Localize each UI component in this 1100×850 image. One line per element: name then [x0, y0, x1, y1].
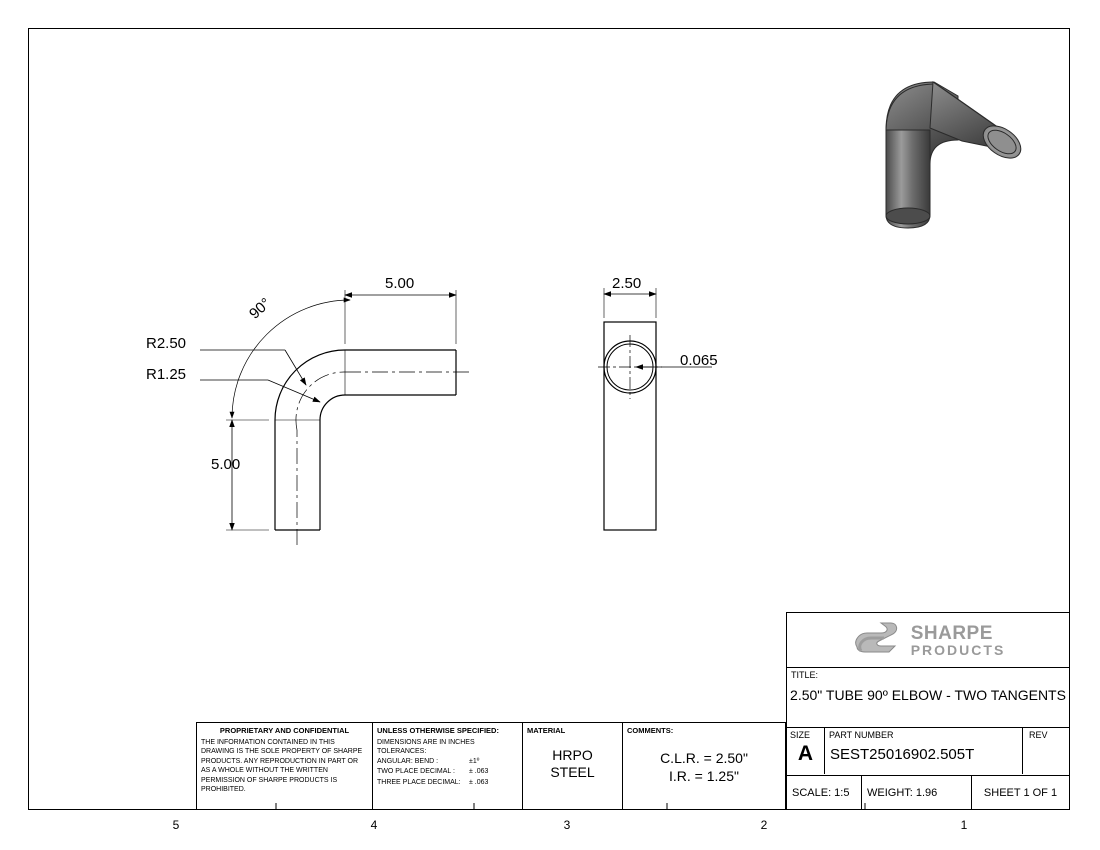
revision-field	[1023, 728, 1069, 774]
size-field	[787, 728, 825, 774]
title-field	[787, 668, 1069, 728]
size-label: SIZE	[790, 730, 811, 740]
tolerance-key-two-place: TWO PLACE DECIMAL :	[377, 768, 455, 776]
specified-cell	[373, 723, 523, 809]
dim-top-length: 5.00	[385, 275, 415, 292]
tolerance-row-angular	[377, 757, 518, 768]
material-value-line2: STEEL	[550, 763, 595, 780]
specified-line2: TOLERANCES:	[377, 748, 427, 756]
comments-value-line1: C.L.R. = 2.50"	[660, 750, 748, 766]
title-value: 2.50" TUBE 90º ELBOW - TWO TANGENTS	[790, 687, 1066, 703]
zone-label-4: 4	[370, 818, 378, 832]
tolerance-row-three-place	[377, 778, 518, 789]
zone-label-1: 1	[960, 818, 968, 832]
tolerance-value-angular: ±1º	[469, 757, 480, 765]
comments-value-line2: I.R. = 1.25"	[669, 768, 739, 785]
size-value: A	[797, 742, 814, 765]
weight-field: WEIGHT: 1.96	[862, 776, 972, 809]
specified-header: UNLESS OTHERWISE SPECIFIED:	[377, 726, 499, 735]
comments-header: COMMENTS:	[627, 726, 674, 735]
dim-outer-radius: R2.50	[146, 335, 187, 352]
logo-text-line2: PRODUCTS	[910, 641, 1006, 658]
tolerance-row-two-place	[377, 767, 518, 778]
material-value-line1: HRPO	[552, 747, 593, 763]
title-label: TITLE:	[791, 670, 819, 680]
proprietary-body: THE INFORMATION CONTAINED IN THIS DRAWING IS THE SOLE PROPERTY OF SHARPE PRODUCTS. ANY REPRODUCTION IN PART OR AS A WHOLE WITHOUT THE WRITTEN PERMISSION OF SHARPE PRODUCTS IS PROHIBITED.	[201, 739, 363, 794]
specified-line1: DIMENSIONS ARE IN INCHES	[377, 739, 475, 746]
proprietary-cell	[197, 723, 373, 809]
title-block	[786, 612, 1070, 810]
part-number-field	[825, 728, 1023, 774]
dim-wall-thickness: 0.065	[680, 352, 718, 369]
scale-field: SCALE: 1:5	[787, 776, 862, 809]
zone-label-5: 5	[172, 818, 180, 832]
comments-cell	[623, 723, 785, 809]
tolerance-value-two-place: ± .063	[469, 768, 489, 776]
sharpe-logo-icon	[851, 621, 903, 659]
logo-text-line1: SHARPE	[910, 622, 993, 644]
material-cell	[523, 723, 623, 809]
dim-inner-radius: R1.25	[146, 366, 187, 383]
dim-vertical-length: 5.00	[211, 456, 241, 473]
sheet-field: SHEET 1 OF 1	[983, 786, 1058, 799]
tolerance-key-angular: ANGULAR: BEND :	[377, 757, 439, 765]
title-block-row-scale	[787, 776, 1069, 809]
material-header: MATERIAL	[527, 726, 566, 735]
zone-label-3: 3	[563, 818, 571, 832]
part-number-value: SEST25016902.505T	[830, 746, 975, 763]
tolerance-key-three-place: THREE PLACE DECIMAL:	[377, 778, 461, 786]
dim-bend-angle: 90°	[246, 294, 275, 323]
tolerance-value-three-place: ± .063	[469, 778, 489, 786]
dim-outside-diameter: 2.50	[612, 275, 642, 292]
title-block-row-identification	[787, 728, 1069, 776]
proprietary-header: PROPRIETARY AND CONFIDENTIAL	[219, 726, 350, 735]
zone-label-2: 2	[760, 818, 768, 832]
company-logo	[787, 613, 1069, 668]
part-number-label: PART NUMBER	[829, 730, 894, 740]
notes-block	[196, 722, 786, 810]
revision-label: REV	[1029, 730, 1048, 740]
